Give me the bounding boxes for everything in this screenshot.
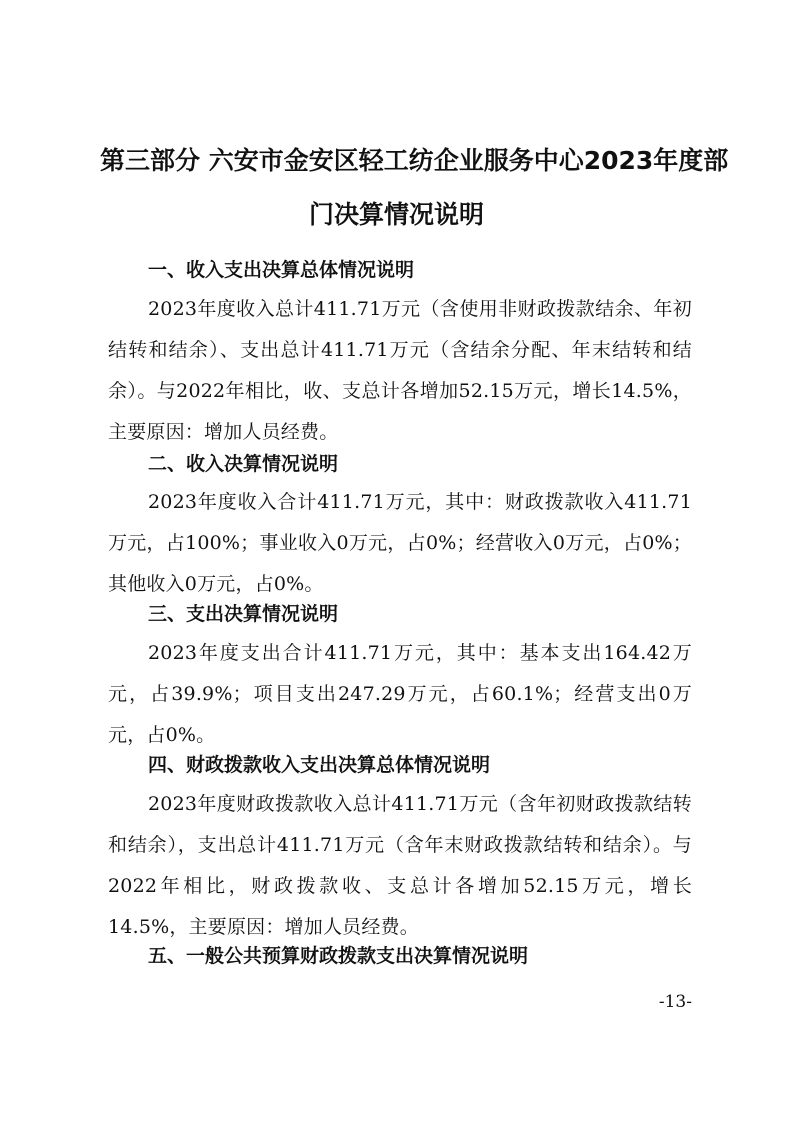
section-body-4: 2023年度财政拨款收入总计411.71万元（含年初财政拨款结转和结余），支出总计411.71万元（含年末财政拨款结转和结余）。与2022年相比，财政拨款收、支总计各增加52.15万元，增长14.5%，主要原因：增加人员经费。 xyxy=(108,793,692,938)
page-title-continued: 门决算情况说明 xyxy=(308,200,484,229)
page-title: 第三部分 六安市金安区轻工纺企业服务中心2023年度部 xyxy=(100,146,729,175)
section-heading-1: 一、收入支出决算总体情况说明 xyxy=(148,259,415,281)
page-number: -13- xyxy=(658,992,692,1012)
section-heading-3: 三、支出决算情况说明 xyxy=(148,603,339,625)
section-body-1: 2023年度收入总计411.71万元（含使用非财政拨款结余、年初结转和结余）、支出总计411.71万元（含结余分配、年末结转和结余）。与2022年相比，收、支总计各增加52.15万元，增长14.5%，主要原因：增加人员经费。 xyxy=(108,298,692,443)
section-body-3: 2023年度支出合计411.71万元，其中：基本支出164.42万元，占39.9%；项目支出247.29万元，占60.1%；经营支出0万元，占0%。 xyxy=(108,642,692,746)
section-heading-5: 五、一般公共预算财政拨款支出决算情况说明 xyxy=(148,945,529,967)
section-body-2: 2023年度收入合计411.71万元，其中：财政拨款收入411.71万元，占100%；事业收入0万元，占0%；经营收入0万元，占0%；其他收入0万元，占0%。 xyxy=(108,491,692,595)
section-heading-4: 四、财政拨款收入支出决算总体情况说明 xyxy=(148,754,491,776)
section-heading-2: 二、收入决算情况说明 xyxy=(148,453,339,475)
